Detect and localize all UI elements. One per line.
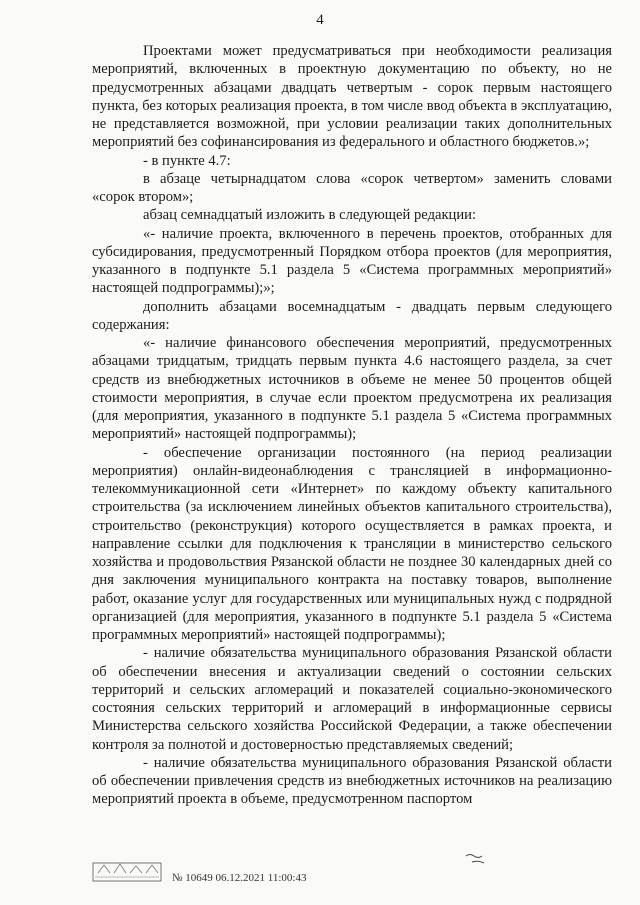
registration-number: № 10649 06.12.2021 11:00:43 — [172, 872, 307, 884]
paragraph: Проектами может предусматриваться при необходимости реализация мероприятий, включенных в проектную документацию по объекту, но не предусмотренных абзацами двадцать четвертым - сорок первым настоящего пункта, без которых реализация проекта, в том числе ввод объекта в эксплуатацию, не представляется возможной, при условии реализации таких дополнительных мероприятий без софинансирования из федерального и областного бюджетов.»; — [92, 43, 612, 151]
registration-stamp-icon — [92, 855, 162, 883]
handwritten-mark-icon — [462, 850, 502, 866]
paragraph: - наличие обязательства муниципального образования Рязанской области об обеспечении привлечения средств из внебюджетных источников на реализацию мероприятий проекта в объеме, предусмотренном паспортом — [92, 754, 612, 808]
paragraph: дополнить абзацами восемнадцатым - двадцать первым следующего содержания: — [92, 298, 612, 333]
page-number: 4 — [316, 12, 324, 28]
paragraph: «- наличие финансового обеспечения мероприятий, предусмотренных абзацами тридцатым, тридцать первым пункта 4.6 настоящего раздела, за счет средств из внебюджетных источников в объеме не менее 50 процентов общей стоимости мероприятия, в случае если проектом предусмотрена их реализация (для мероприятия, указанного в подпункте 5.1 раздела 5 «Система программных мероприятий» настоящей подпрограммы); — [92, 335, 612, 443]
paragraph: абзац семнадцатый изложить в следующей редакции: — [143, 207, 477, 224]
paragraph: в абзаце четырнадцатом слова «сорок четвертом» заменить словами «сорок втором»; — [92, 170, 612, 205]
paragraph: - наличие обязательства муниципального образования Рязанской области об обеспечении внесения и актуализации сведений о состоянии сельских территорий и сельских агломераций и показателей социально-экономического состояния сельских территорий и агломераций в информационные сервисы Министерства сельского хозяйства Российской Федерации, а также обеспечении контроля за полнотой и достоверностью представляемых сведений; — [92, 645, 612, 753]
paragraph: - в пункте 4.7: — [143, 152, 231, 169]
document-body — [92, 42, 612, 809]
paragraph: - обеспечение организации постоянного (на период реализации мероприятия) онлайн-видеонаблюдения с трансляцией в информационно-телекоммуникационной сети «Интернет» по каждому объекту капитального строительства (за исключением линейных объектов капитального строительства), строительство (реконструкция) которого осуществляется в рамках проекта, и направление ссылки для подключения к трансляции в министерство сельского хозяйства и продовольствия Рязанской области не позднее 30 календарных дней со дня заключения муниципального контракта на поставку товаров, выполнение работ, оказание услуг для государственных или муниципальных нужд с подрядной организацией (для мероприятия, указанного в подпункте 5.1 раздела 5 «Система программных мероприятий» настоящей подпрограммы); — [92, 444, 612, 643]
paragraph: «- наличие проекта, включенного в перечень проектов, отобранных для субсидирования, предусмотренный Порядком отбора проектов (для мероприятия, указанного в подпункте 5.1 раздела 5 «Система программных мероприятий» настоящей подпрограммы);»; — [92, 225, 612, 297]
